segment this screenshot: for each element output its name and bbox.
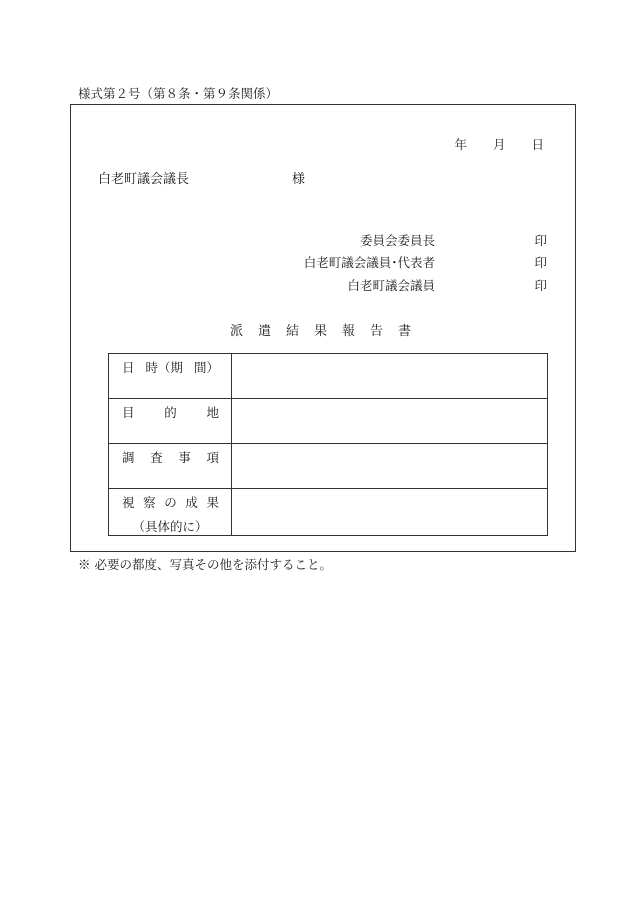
report-title: 派遣結果報告書 <box>230 324 427 339</box>
row-label-destination <box>109 399 232 444</box>
row-value-inspection-results[interactable] <box>232 489 548 536</box>
label-char: 日 <box>122 360 135 375</box>
date-line <box>454 139 544 152</box>
label-char: 果 <box>206 495 219 510</box>
label-char: 成 <box>185 495 198 510</box>
label-char: 察 <box>143 495 156 510</box>
day-label: 日 <box>531 137 544 152</box>
signer-role: 白老町議会議員･代表者 <box>303 255 435 270</box>
signer-representative <box>304 257 547 270</box>
report-table <box>108 353 548 536</box>
label-char: 間） <box>193 360 219 375</box>
seal-mark: 印 <box>534 278 547 293</box>
label-char: 視 <box>122 495 135 510</box>
label-char: の <box>164 495 177 510</box>
label-char: 地 <box>206 405 219 420</box>
seal-mark: 印 <box>534 255 547 270</box>
label-char: 事 <box>178 450 191 465</box>
signer-role: 委員会委員長 <box>359 233 435 248</box>
row-label-datetime <box>109 354 232 399</box>
row-value-destination[interactable] <box>232 399 548 444</box>
signer-committee-chair <box>360 235 547 248</box>
label-char: 調 <box>122 450 135 465</box>
table-row <box>109 399 548 444</box>
addressee-honorific: 様 <box>292 172 306 187</box>
addressee: 白老町議会議長 <box>98 172 190 187</box>
row-value-datetime[interactable] <box>232 354 548 399</box>
table-row <box>109 444 548 489</box>
label-char: 査 <box>150 450 163 465</box>
signer-role: 白老町議会議員 <box>347 278 435 293</box>
row-label-survey-items <box>109 444 232 489</box>
label-char: 目 <box>122 405 135 420</box>
label-char: 時（期 <box>145 360 183 375</box>
table-row <box>109 354 548 399</box>
form-number: 様式第２号（第８条・第９条関係） <box>78 86 279 101</box>
signer-member <box>347 280 547 293</box>
month-label: 月 <box>492 137 506 152</box>
table-row <box>109 489 548 536</box>
label-char: 的 <box>164 405 177 420</box>
row-value-survey-items[interactable] <box>232 444 548 489</box>
attachment-note: ※ 必要の都度、写真その他を添付すること。 <box>78 557 332 572</box>
row-label-inspection-results <box>109 489 232 536</box>
label-char: 項 <box>206 450 219 465</box>
year-label: 年 <box>454 137 467 152</box>
label-subtext: （具体的に） <box>132 519 208 534</box>
seal-mark: 印 <box>534 233 547 248</box>
